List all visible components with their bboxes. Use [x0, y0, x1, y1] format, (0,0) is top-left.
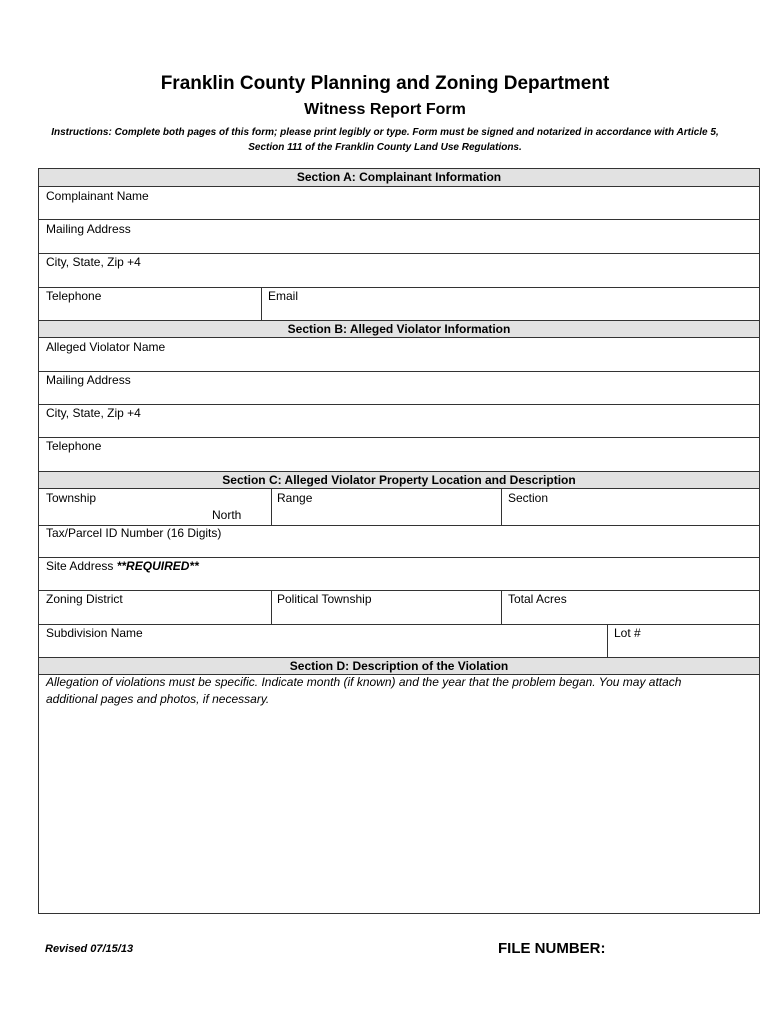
total-acres-field[interactable]: Total Acres: [508, 592, 567, 606]
divider: [271, 488, 272, 525]
divider: [501, 488, 502, 525]
range-field[interactable]: Range: [277, 491, 313, 505]
divider: [39, 337, 759, 338]
complainant-email-field[interactable]: Email: [268, 289, 299, 303]
revision-date: Revised 07/15/13: [45, 943, 134, 955]
violator-mailing-address-field[interactable]: Mailing Address: [46, 373, 131, 387]
divider: [261, 287, 262, 320]
site-address-label: Site Address: [46, 559, 114, 573]
section-field[interactable]: Section: [508, 491, 549, 505]
lot-number-field[interactable]: Lot #: [614, 626, 641, 640]
divider: [39, 590, 759, 591]
township-north-label: North: [212, 508, 242, 522]
complainant-name-field[interactable]: Complainant Name: [46, 189, 149, 203]
divider: [39, 557, 759, 558]
section-c-header: Section C: Alleged Violator Property Location and Description: [39, 472, 759, 489]
file-number-label: FILE NUMBER:: [498, 940, 606, 957]
violator-telephone-field[interactable]: Telephone: [46, 439, 102, 453]
required-marker: **REQUIRED**: [116, 559, 199, 573]
divider: [39, 219, 759, 220]
complainant-mailing-address-field[interactable]: Mailing Address: [46, 222, 131, 236]
divider: [39, 624, 759, 625]
divider: [39, 437, 759, 438]
complainant-telephone-field[interactable]: Telephone: [46, 289, 102, 303]
violation-description-area[interactable]: Allegation of violations must be specific. Indicate month (if known) and the year that the problem began. You may attach additional pages and photos, if necessary.: [46, 675, 682, 706]
form-title: Franklin County Planning and Zoning Department: [160, 73, 610, 94]
report-form: [38, 168, 760, 914]
complainant-city-state-zip-field[interactable]: City, State, Zip +4: [46, 255, 141, 269]
site-address-field[interactable]: [46, 559, 199, 573]
subdivision-name-field[interactable]: Subdivision Name: [46, 626, 143, 640]
form-subtitle: Witness Report Form: [304, 101, 466, 118]
zoning-district-field[interactable]: Zoning District: [46, 592, 123, 606]
tax-parcel-id-field[interactable]: Tax/Parcel ID Number (16 Digits): [46, 526, 222, 540]
divider: [39, 253, 759, 254]
divider: [39, 287, 759, 288]
violator-name-field[interactable]: Alleged Violator Name: [46, 340, 166, 354]
section-d-header: Section D: Description of the Violation: [39, 658, 759, 675]
political-township-field[interactable]: Political Township: [277, 592, 372, 606]
divider: [39, 488, 759, 489]
divider: [39, 404, 759, 405]
instructions-text: Instructions: Complete both pages of this form; please print legibly or type. Form must be signed and notarized in accordance with Article 5, Section 111 of the Franklin County Land Use Regulations.: [51, 127, 719, 153]
divider: [271, 590, 272, 624]
divider: [501, 590, 502, 624]
section-b-header: Section B: Alleged Violator Information: [39, 321, 759, 338]
divider: [607, 624, 608, 657]
township-field[interactable]: Township: [46, 491, 97, 505]
divider: [39, 371, 759, 372]
divider: [39, 186, 759, 187]
violator-city-state-zip-field[interactable]: City, State, Zip +4: [46, 406, 141, 420]
section-a-header: Section A: Complainant Information: [39, 169, 759, 186]
